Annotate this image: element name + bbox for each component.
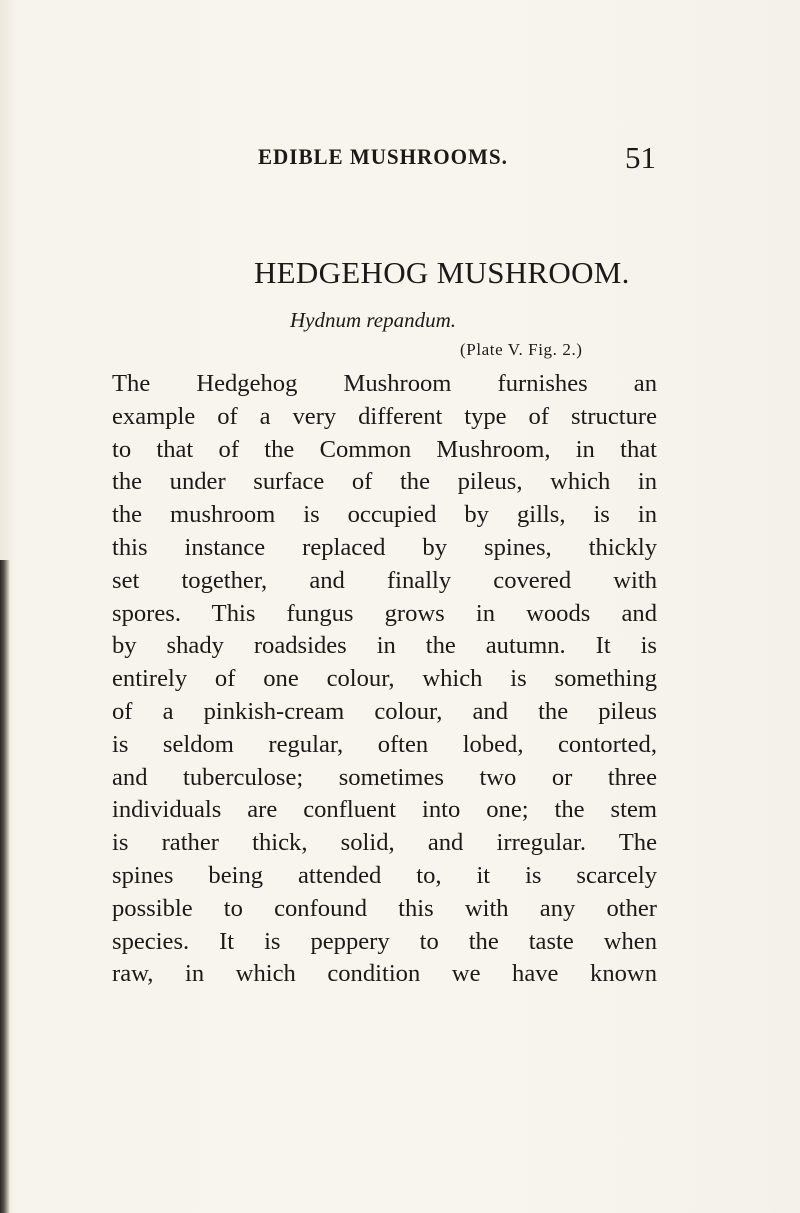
- page-number: 51: [625, 140, 656, 175]
- latin-name: Hydnum repandum.: [290, 308, 457, 332]
- text-line: set together, and finally covered with: [112, 566, 657, 594]
- section-heading: HEDGEHOG MUSHROOM.: [254, 255, 630, 290]
- text-line: spines being attended to, it is scarcely: [112, 861, 657, 889]
- text-line: entirely of one colour, which is something: [112, 665, 657, 693]
- running-head: [258, 140, 656, 180]
- text-line: spores. This fungus grows in woods and: [112, 599, 657, 627]
- text-line: example of a very different type of structure: [112, 402, 657, 430]
- running-title: EDIBLE MUSHROOMS.: [258, 144, 508, 169]
- text-line: species. It is peppery to the taste when: [112, 927, 657, 955]
- text-line: to that of the Common Mushroom, in that: [112, 435, 657, 463]
- body-text: [112, 368, 657, 991]
- text-line: this instance replaced by spines, thickly: [112, 533, 657, 561]
- text-line: The Hedgehog Mushroom furnishes an: [112, 370, 657, 397]
- text-line: the under surface of the pileus, which in: [112, 468, 657, 496]
- text-line: individuals are confluent into one; the stem: [112, 796, 657, 824]
- text-line: raw, in which condition we have known: [112, 960, 657, 988]
- page-binding-edge: [0, 560, 10, 1213]
- text-line: the mushroom is occupied by gills, is in: [112, 501, 657, 529]
- text-line: of a pinkish-cream colour, and the pileus: [112, 697, 657, 725]
- plate-reference: (Plate V. Fig. 2.): [460, 340, 583, 359]
- text-line: is seldom regular, often lobed, contorted,: [112, 730, 657, 758]
- text-line: is rather thick, solid, and irregular. The: [112, 829, 657, 857]
- text-line: possible to confound this with any other: [112, 894, 657, 922]
- text-line: by shady roadsides in the autumn. It is: [112, 632, 657, 660]
- text-line: and tuberculose; sometimes two or three: [112, 763, 657, 791]
